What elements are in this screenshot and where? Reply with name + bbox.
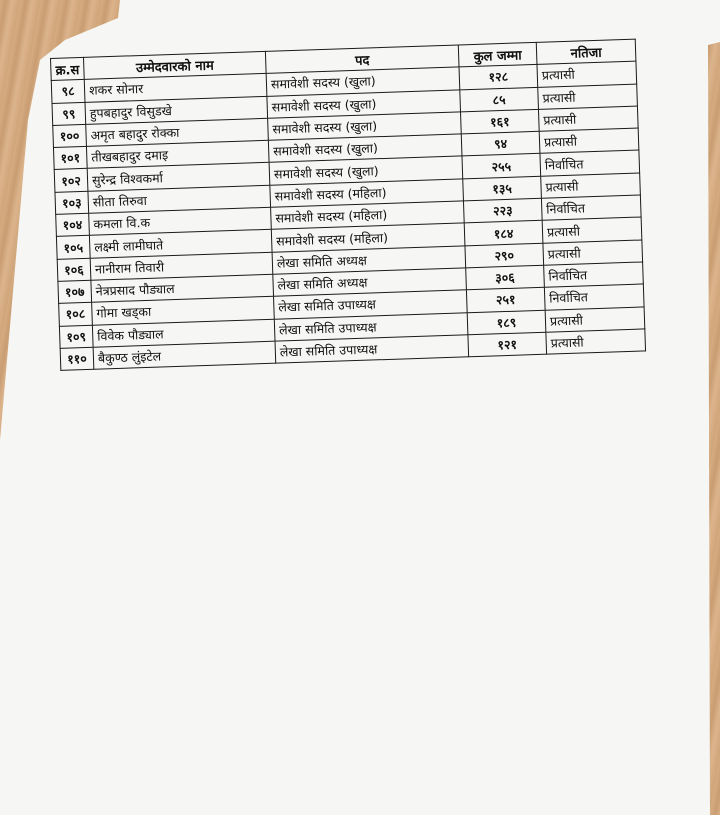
total-votes-cell: ३०६: [466, 265, 545, 290]
serial-number-cell: १०९: [59, 325, 93, 348]
serial-number-cell: १०१: [53, 147, 87, 170]
candidate-name-cell: शकर सोनार: [84, 74, 267, 102]
total-votes-cell: २५१: [466, 288, 545, 313]
post-cell: लेखा समिति उपाध्यक्ष: [274, 312, 468, 341]
serial-number-cell: १०६: [57, 258, 91, 281]
serial-number-cell: ९८: [51, 80, 85, 103]
serial-number-cell: १०७: [58, 280, 92, 303]
total-votes-cell: १८९: [467, 310, 546, 335]
post-cell: लेखा समिति अध्यक्ष: [273, 268, 467, 297]
candidate-name-cell: नानीराम तिवारी: [90, 252, 273, 280]
total-votes-cell: १६१: [461, 109, 540, 134]
result-cell: प्रत्यासी: [537, 61, 637, 87]
results-table-container: [50, 39, 645, 371]
total-votes-cell: १२१: [468, 332, 547, 357]
serial-number-cell: ११०: [60, 347, 94, 370]
result-cell: प्रत्यासी: [538, 106, 638, 132]
candidate-name-cell: नेत्रप्रसाद पौड्याल: [91, 274, 274, 302]
post-cell: समावेशी सदस्य (खुला): [267, 90, 461, 119]
serial-number-cell: १००: [53, 124, 87, 147]
candidate-name-cell: सुरेन्द्र विश्वकर्मा: [87, 163, 270, 191]
header-candidate-name: उम्मेदवारको नाम: [83, 51, 266, 79]
election-results-table: [50, 39, 646, 371]
total-votes-cell: १३५: [463, 176, 542, 201]
candidate-name-cell: बैकुण्ठ लुंइटेल: [93, 341, 276, 369]
header-total-votes: कुल जम्मा: [458, 42, 537, 67]
post-cell: समावेशी सदस्य (खुला): [268, 112, 462, 141]
post-cell: समावेशी सदस्य (खुला): [269, 156, 463, 185]
result-cell: निर्वाचित: [544, 262, 644, 288]
serial-number-cell: ९९: [52, 102, 86, 125]
result-cell: प्रत्यासी: [546, 329, 646, 355]
candidate-name-cell: लक्ष्मी लामीघाते: [89, 230, 272, 258]
total-votes-cell: १२८: [459, 65, 538, 90]
total-votes-cell: ८५: [460, 87, 539, 112]
total-votes-cell: २९०: [465, 243, 544, 268]
header-serial-number: क्र.स: [51, 57, 85, 80]
result-cell: प्रत्यासी: [541, 173, 641, 199]
serial-number-cell: १०३: [55, 191, 89, 214]
result-cell: निर्वाचित: [540, 151, 640, 177]
total-votes-cell: ९४: [461, 132, 540, 157]
serial-number-cell: १०२: [54, 169, 88, 192]
result-cell: प्रत्यासी: [538, 84, 638, 110]
candidate-name-cell: विवेक पौड्याल: [92, 319, 275, 347]
candidate-name-cell: सीता तिरुवा: [88, 185, 271, 213]
post-cell: लेखा समिति उपाध्यक्ष: [274, 290, 468, 319]
post-cell: समावेशी सदस्य (महिला): [270, 179, 464, 208]
serial-number-cell: १०८: [59, 303, 93, 326]
total-votes-cell: १८४: [464, 221, 543, 246]
total-votes-cell: २२३: [463, 198, 542, 223]
candidate-name-cell: कमला वि.क: [89, 207, 272, 235]
result-cell: निर्वाचित: [544, 284, 644, 310]
candidate-name-cell: हुपबहादुर विसुडखे: [85, 96, 268, 124]
serial-number-cell: १०४: [56, 213, 90, 236]
result-cell: प्रत्यासी: [542, 217, 642, 243]
candidate-name-cell: गोमा खड्का: [92, 296, 275, 324]
candidate-name-cell: अमृत बहादुर रोक्का: [86, 118, 269, 146]
result-cell: निर्वाचित: [541, 195, 641, 221]
post-cell: समावेशी सदस्य (खुला): [268, 134, 462, 163]
serial-number-cell: १०५: [56, 236, 90, 259]
post-cell: समावेशी सदस्य (खुला): [266, 67, 460, 96]
header-result: नतिजा: [536, 39, 636, 65]
result-cell: प्रत्यासी: [539, 128, 639, 154]
post-cell: समावेशी सदस्य (महिला): [271, 201, 465, 230]
post-cell: लेखा समिति उपाध्यक्ष: [275, 335, 469, 364]
candidate-name-cell: तीखबहादुर दमाइ: [86, 140, 269, 168]
result-cell: प्रत्यासी: [545, 307, 645, 333]
result-cell: प्रत्यासी: [543, 240, 643, 266]
header-post: पद: [265, 45, 459, 74]
post-cell: समावेशी सदस्य (महिला): [271, 223, 465, 252]
post-cell: लेखा समिति अध्यक्ष: [272, 246, 466, 275]
total-votes-cell: २५५: [462, 154, 541, 179]
